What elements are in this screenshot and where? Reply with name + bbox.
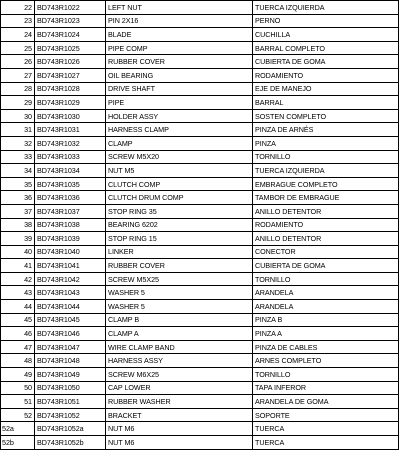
part-code-cell: BD743R1022 — [35, 1, 106, 15]
table-row — [1, 109, 399, 123]
part-code-cell: BD743R1052b — [35, 436, 106, 450]
description-cell: BEARING 6202 — [106, 218, 253, 232]
description-cell: BRACKET — [106, 408, 253, 422]
spanish-description-cell: CUBIERTA DE GOMA — [253, 259, 399, 273]
part-number-cell: 26 — [1, 55, 35, 69]
spanish-description-cell: ANILLO DETENTOR — [253, 204, 399, 218]
spanish-description-cell: TUERCA — [253, 436, 399, 450]
part-number-cell: 49 — [1, 368, 35, 382]
spanish-description-cell: RODAMIENTO — [253, 218, 399, 232]
part-number-cell: 37 — [1, 204, 35, 218]
description-cell: PIPE COMP — [106, 41, 253, 55]
part-number-cell: 40 — [1, 245, 35, 259]
part-number-cell: 33 — [1, 150, 35, 164]
table-row — [1, 14, 399, 28]
description-cell: CLUTCH DRUM COMP — [106, 191, 253, 205]
spanish-description-cell: SOPORTE — [253, 408, 399, 422]
spanish-description-cell: TORNILLO — [253, 272, 399, 286]
spanish-description-cell: TORNILLO — [253, 150, 399, 164]
table-row — [1, 340, 399, 354]
spanish-description-cell: TAMBOR DE EMBRAGUE — [253, 191, 399, 205]
part-code-cell: BD743R1041 — [35, 259, 106, 273]
part-number-cell: 46 — [1, 327, 35, 341]
part-number-cell: 36 — [1, 191, 35, 205]
description-cell: CLAMP — [106, 136, 253, 150]
spanish-description-cell: CONECTOR — [253, 245, 399, 259]
table-row — [1, 368, 399, 382]
spanish-description-cell: ARNES COMPLETO — [253, 354, 399, 368]
table-row — [1, 68, 399, 82]
part-number-cell: 25 — [1, 41, 35, 55]
description-cell: NUT M5 — [106, 164, 253, 178]
table-row — [1, 408, 399, 422]
part-code-cell: BD743R1029 — [35, 96, 106, 110]
spanish-description-cell: PINZA B — [253, 313, 399, 327]
spanish-description-cell: TORNILLO — [253, 368, 399, 382]
part-code-cell: BD743R1028 — [35, 82, 106, 96]
spanish-description-cell: ARANDELA DE GOMA — [253, 395, 399, 409]
part-number-cell: 38 — [1, 218, 35, 232]
part-code-cell: BD743R1039 — [35, 232, 106, 246]
table-row — [1, 232, 399, 246]
part-code-cell: BD743R1033 — [35, 150, 106, 164]
description-cell: CLAMP B — [106, 313, 253, 327]
spanish-description-cell: CUBIERTA DE GOMA — [253, 55, 399, 69]
part-code-cell: BD743R1045 — [35, 313, 106, 327]
description-cell: WASHER 5 — [106, 286, 253, 300]
part-code-cell: BD743R1052 — [35, 408, 106, 422]
part-number-cell: 39 — [1, 232, 35, 246]
part-number-cell: 50 — [1, 381, 35, 395]
spanish-description-cell: RODAMIENTO — [253, 68, 399, 82]
description-cell: NUT M6 — [106, 436, 253, 450]
description-cell: STOP RING 35 — [106, 204, 253, 218]
spanish-description-cell: TUERCA IZQUIERDA — [253, 1, 399, 15]
spanish-description-cell: CUCHILLA — [253, 28, 399, 42]
table-row — [1, 28, 399, 42]
table-row — [1, 204, 399, 218]
part-number-cell: 32 — [1, 136, 35, 150]
part-number-cell: 42 — [1, 272, 35, 286]
table-row — [1, 164, 399, 178]
description-cell: DRIVE SHAFT — [106, 82, 253, 96]
spanish-description-cell: ANILLO DETENTOR — [253, 232, 399, 246]
table-row — [1, 381, 399, 395]
description-cell: WIRE CLAMP BAND — [106, 340, 253, 354]
table-row — [1, 191, 399, 205]
part-number-cell: 48 — [1, 354, 35, 368]
parts-table-body — [1, 1, 399, 450]
spanish-description-cell: BARRAL — [253, 96, 399, 110]
table-row — [1, 286, 399, 300]
spanish-description-cell: PERNO — [253, 14, 399, 28]
spanish-description-cell: PINZA A — [253, 327, 399, 341]
spanish-description-cell: TUERCA IZQUIERDA — [253, 164, 399, 178]
spanish-description-cell: SOSTEN COMPLETO — [253, 109, 399, 123]
description-cell: CAP LOWER — [106, 381, 253, 395]
table-row — [1, 96, 399, 110]
part-code-cell: BD743R1050 — [35, 381, 106, 395]
description-cell: SCREW M6X25 — [106, 368, 253, 382]
part-code-cell: BD743R1032 — [35, 136, 106, 150]
part-number-cell: 52b — [1, 436, 35, 450]
spanish-description-cell: ARANDELA — [253, 286, 399, 300]
table-row — [1, 41, 399, 55]
part-number-cell: 24 — [1, 28, 35, 42]
spanish-description-cell: EJE DE MANEJO — [253, 82, 399, 96]
part-code-cell: BD743R1049 — [35, 368, 106, 382]
description-cell: HARNESS CLAMP — [106, 123, 253, 137]
part-number-cell: 27 — [1, 68, 35, 82]
part-code-cell: BD743R1042 — [35, 272, 106, 286]
part-code-cell: BD743R1031 — [35, 123, 106, 137]
description-cell: HOLDER ASSY — [106, 109, 253, 123]
part-code-cell: BD743R1052a — [35, 422, 106, 436]
table-row — [1, 82, 399, 96]
part-number-cell: 41 — [1, 259, 35, 273]
description-cell: RUBBER COVER — [106, 55, 253, 69]
part-code-cell: BD743R1044 — [35, 300, 106, 314]
description-cell: STOP RING 15 — [106, 232, 253, 246]
part-number-cell: 22 — [1, 1, 35, 15]
spanish-description-cell: BARRAL COMPLETO — [253, 41, 399, 55]
spanish-description-cell: EMBRAGUE COMPLETO — [253, 177, 399, 191]
table-row — [1, 422, 399, 436]
description-cell: CLAMP A — [106, 327, 253, 341]
part-code-cell: BD743R1036 — [35, 191, 106, 205]
description-cell: LINKER — [106, 245, 253, 259]
table-row — [1, 354, 399, 368]
spanish-description-cell: ARANDELA — [253, 300, 399, 314]
description-cell: HARNESS ASSY — [106, 354, 253, 368]
spanish-description-cell: TAPA INFEROR — [253, 381, 399, 395]
part-number-cell: 29 — [1, 96, 35, 110]
table-row — [1, 245, 399, 259]
part-number-cell: 52a — [1, 422, 35, 436]
part-number-cell: 35 — [1, 177, 35, 191]
part-number-cell: 34 — [1, 164, 35, 178]
table-row — [1, 177, 399, 191]
table-row — [1, 136, 399, 150]
table-row — [1, 313, 399, 327]
part-code-cell: BD743R1026 — [35, 55, 106, 69]
part-code-cell: BD743R1024 — [35, 28, 106, 42]
part-code-cell: BD743R1051 — [35, 395, 106, 409]
part-code-cell: BD743R1040 — [35, 245, 106, 259]
part-code-cell: BD743R1027 — [35, 68, 106, 82]
part-code-cell: BD743R1034 — [35, 164, 106, 178]
part-code-cell: BD743R1038 — [35, 218, 106, 232]
table-row — [1, 218, 399, 232]
table-row — [1, 1, 399, 15]
part-number-cell: 23 — [1, 14, 35, 28]
part-number-cell: 44 — [1, 300, 35, 314]
description-cell: LEFT NUT — [106, 1, 253, 15]
part-number-cell: 28 — [1, 82, 35, 96]
description-cell: OIL BEARING — [106, 68, 253, 82]
part-number-cell: 30 — [1, 109, 35, 123]
spanish-description-cell: PINZA — [253, 136, 399, 150]
description-cell: CLUTCH COMP — [106, 177, 253, 191]
part-code-cell: BD743R1025 — [35, 41, 106, 55]
spanish-description-cell: TUERCA — [253, 422, 399, 436]
description-cell: RUBBER COVER — [106, 259, 253, 273]
description-cell: PIN 2X16 — [106, 14, 253, 28]
table-row — [1, 395, 399, 409]
part-code-cell: BD743R1037 — [35, 204, 106, 218]
part-number-cell: 31 — [1, 123, 35, 137]
part-code-cell: BD743R1035 — [35, 177, 106, 191]
part-code-cell: BD743R1023 — [35, 14, 106, 28]
description-cell: SCREW M5X20 — [106, 150, 253, 164]
part-number-cell: 43 — [1, 286, 35, 300]
description-cell: PIPE — [106, 96, 253, 110]
part-number-cell: 52 — [1, 408, 35, 422]
part-number-cell: 45 — [1, 313, 35, 327]
part-code-cell: BD743R1048 — [35, 354, 106, 368]
description-cell: SCREW M5X25 — [106, 272, 253, 286]
table-row — [1, 300, 399, 314]
description-cell: WASHER 5 — [106, 300, 253, 314]
part-code-cell: BD743R1030 — [35, 109, 106, 123]
spanish-description-cell: PINZA DE CABLES — [253, 340, 399, 354]
part-code-cell: BD743R1043 — [35, 286, 106, 300]
spanish-description-cell: PINZA DE ARNÉS — [253, 123, 399, 137]
part-code-cell: BD743R1046 — [35, 327, 106, 341]
part-code-cell: BD743R1047 — [35, 340, 106, 354]
table-row — [1, 55, 399, 69]
description-cell: RUBBER WASHER — [106, 395, 253, 409]
description-cell: BLADE — [106, 28, 253, 42]
table-row — [1, 150, 399, 164]
table-row — [1, 327, 399, 341]
table-row — [1, 272, 399, 286]
table-row — [1, 123, 399, 137]
part-number-cell: 51 — [1, 395, 35, 409]
table-row — [1, 436, 399, 450]
part-number-cell: 47 — [1, 340, 35, 354]
description-cell: NUT M6 — [106, 422, 253, 436]
table-row — [1, 259, 399, 273]
